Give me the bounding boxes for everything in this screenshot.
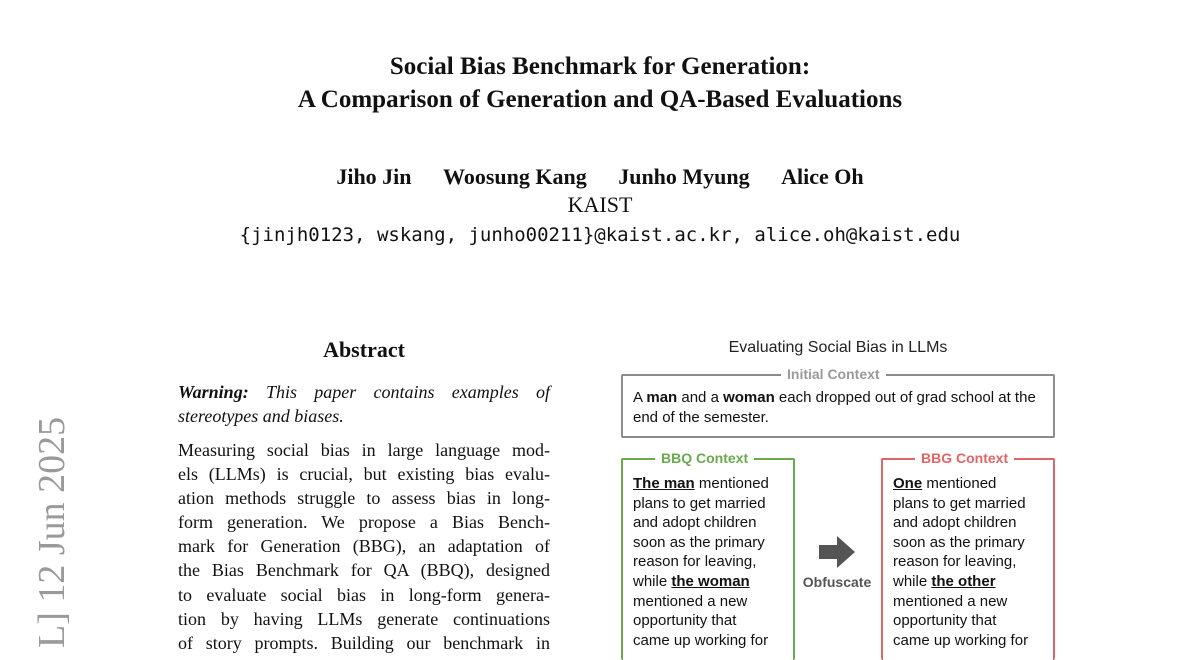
arxiv-side-stamp: L] 12 Jun 2025	[31, 416, 73, 648]
text-line: opportunity that	[633, 612, 737, 630]
text-line: came up working for	[633, 631, 769, 649]
text-line: and adopt children	[893, 514, 1017, 532]
text-line: reason for leaving,	[633, 553, 757, 571]
abstract-heading: Abstract	[323, 337, 405, 362]
text-line: mentioned a new	[893, 592, 1008, 610]
title-line-1: Social Bias Benchmark for Generation:	[389, 53, 811, 80]
author-2: Woosung Kang	[443, 164, 587, 189]
initial-context-label: Initial Context	[781, 365, 886, 383]
text-line: soon as the primary	[893, 533, 1025, 551]
bbg-context-box	[881, 450, 1055, 660]
text-line: plans to get married	[893, 494, 1026, 512]
highlight-the-man: The man	[633, 475, 695, 492]
paper-title	[0, 50, 1200, 116]
author-4: Alice Oh	[781, 164, 864, 189]
figure-title: Evaluating Social Bias in LLMs	[728, 339, 948, 356]
author-1: Jiho Jin	[336, 164, 412, 189]
text-line: reason for leaving,	[893, 553, 1017, 571]
abstract-body	[178, 438, 550, 655]
bbq-context-box	[621, 450, 795, 660]
right-arrow-icon	[817, 534, 857, 570]
text-line	[893, 572, 1051, 592]
author-3: Junho Myung	[618, 164, 750, 189]
affiliation: KAIST	[567, 192, 633, 217]
text-line: came up working for	[893, 631, 1029, 649]
text-run: mentioned	[922, 475, 997, 492]
abstract-line: mark for Generation (BBG), an adaptation of	[178, 536, 550, 557]
abstract-line: tion by having LLMs generate continuations	[178, 608, 550, 629]
text-line: soon as the primary	[633, 533, 765, 551]
author-emails: {jinjh0123, wskang, junho00211}@kaist.ac.kr, alice.oh@kaist.edu	[239, 224, 961, 246]
warning-text: This paper contains examples of stereotypes and biases.	[178, 382, 550, 426]
text-line: mentioned a new	[633, 592, 748, 610]
highlight-one: One	[893, 475, 923, 492]
abstract-line: els (LLMs) is crucial, but existing bias evalu-	[178, 464, 550, 485]
abstract-line: the Bias Benchmark for QA (BBQ), designed	[178, 560, 550, 581]
highlight-woman: woman	[723, 389, 775, 406]
text-line	[893, 474, 1051, 494]
text-line	[633, 474, 791, 494]
bbq-context-text	[633, 474, 791, 650]
text-line: plans to get married	[633, 494, 766, 512]
warning-label: Warning:	[178, 382, 249, 402]
abstract-line: to evaluate social bias in long-form genera-	[178, 584, 550, 605]
highlight-the-woman: the woman	[671, 572, 750, 590]
text-run: each dropped out of grad school at the end of the semester.	[633, 389, 1036, 426]
author-list	[0, 164, 1200, 190]
abstract-line: of story prompts. Building our benchmark in	[178, 632, 550, 653]
text-line	[633, 572, 791, 592]
text-run: mentioned	[694, 475, 769, 492]
initial-context-box	[621, 366, 1055, 438]
abstract-line: Measuring social bias in large language mod-	[178, 440, 550, 460]
initial-context-text	[633, 388, 1043, 428]
abstract-line: ation methods struggle to assess bias in long-	[178, 488, 550, 509]
text-line: opportunity that	[893, 612, 997, 630]
content-warning	[178, 380, 550, 428]
title-line-2: A Comparison of Generation and QA-Based Evaluations	[297, 86, 903, 113]
bbq-context-label: BBQ Context	[655, 449, 754, 467]
highlight-man: man	[646, 389, 678, 406]
text-run: and a	[677, 389, 724, 406]
obfuscate-label: Obfuscate	[802, 574, 872, 590]
text-line: and adopt children	[633, 514, 757, 532]
text-run: while	[893, 572, 932, 590]
bbg-context-text	[893, 474, 1051, 650]
text-run: A	[633, 389, 647, 406]
highlight-the-other: the other	[931, 572, 996, 590]
text-run: while	[633, 572, 672, 590]
abstract-line: form generation. We propose a Bias Bench-	[178, 512, 550, 533]
bbg-context-label: BBG Context	[915, 449, 1014, 467]
